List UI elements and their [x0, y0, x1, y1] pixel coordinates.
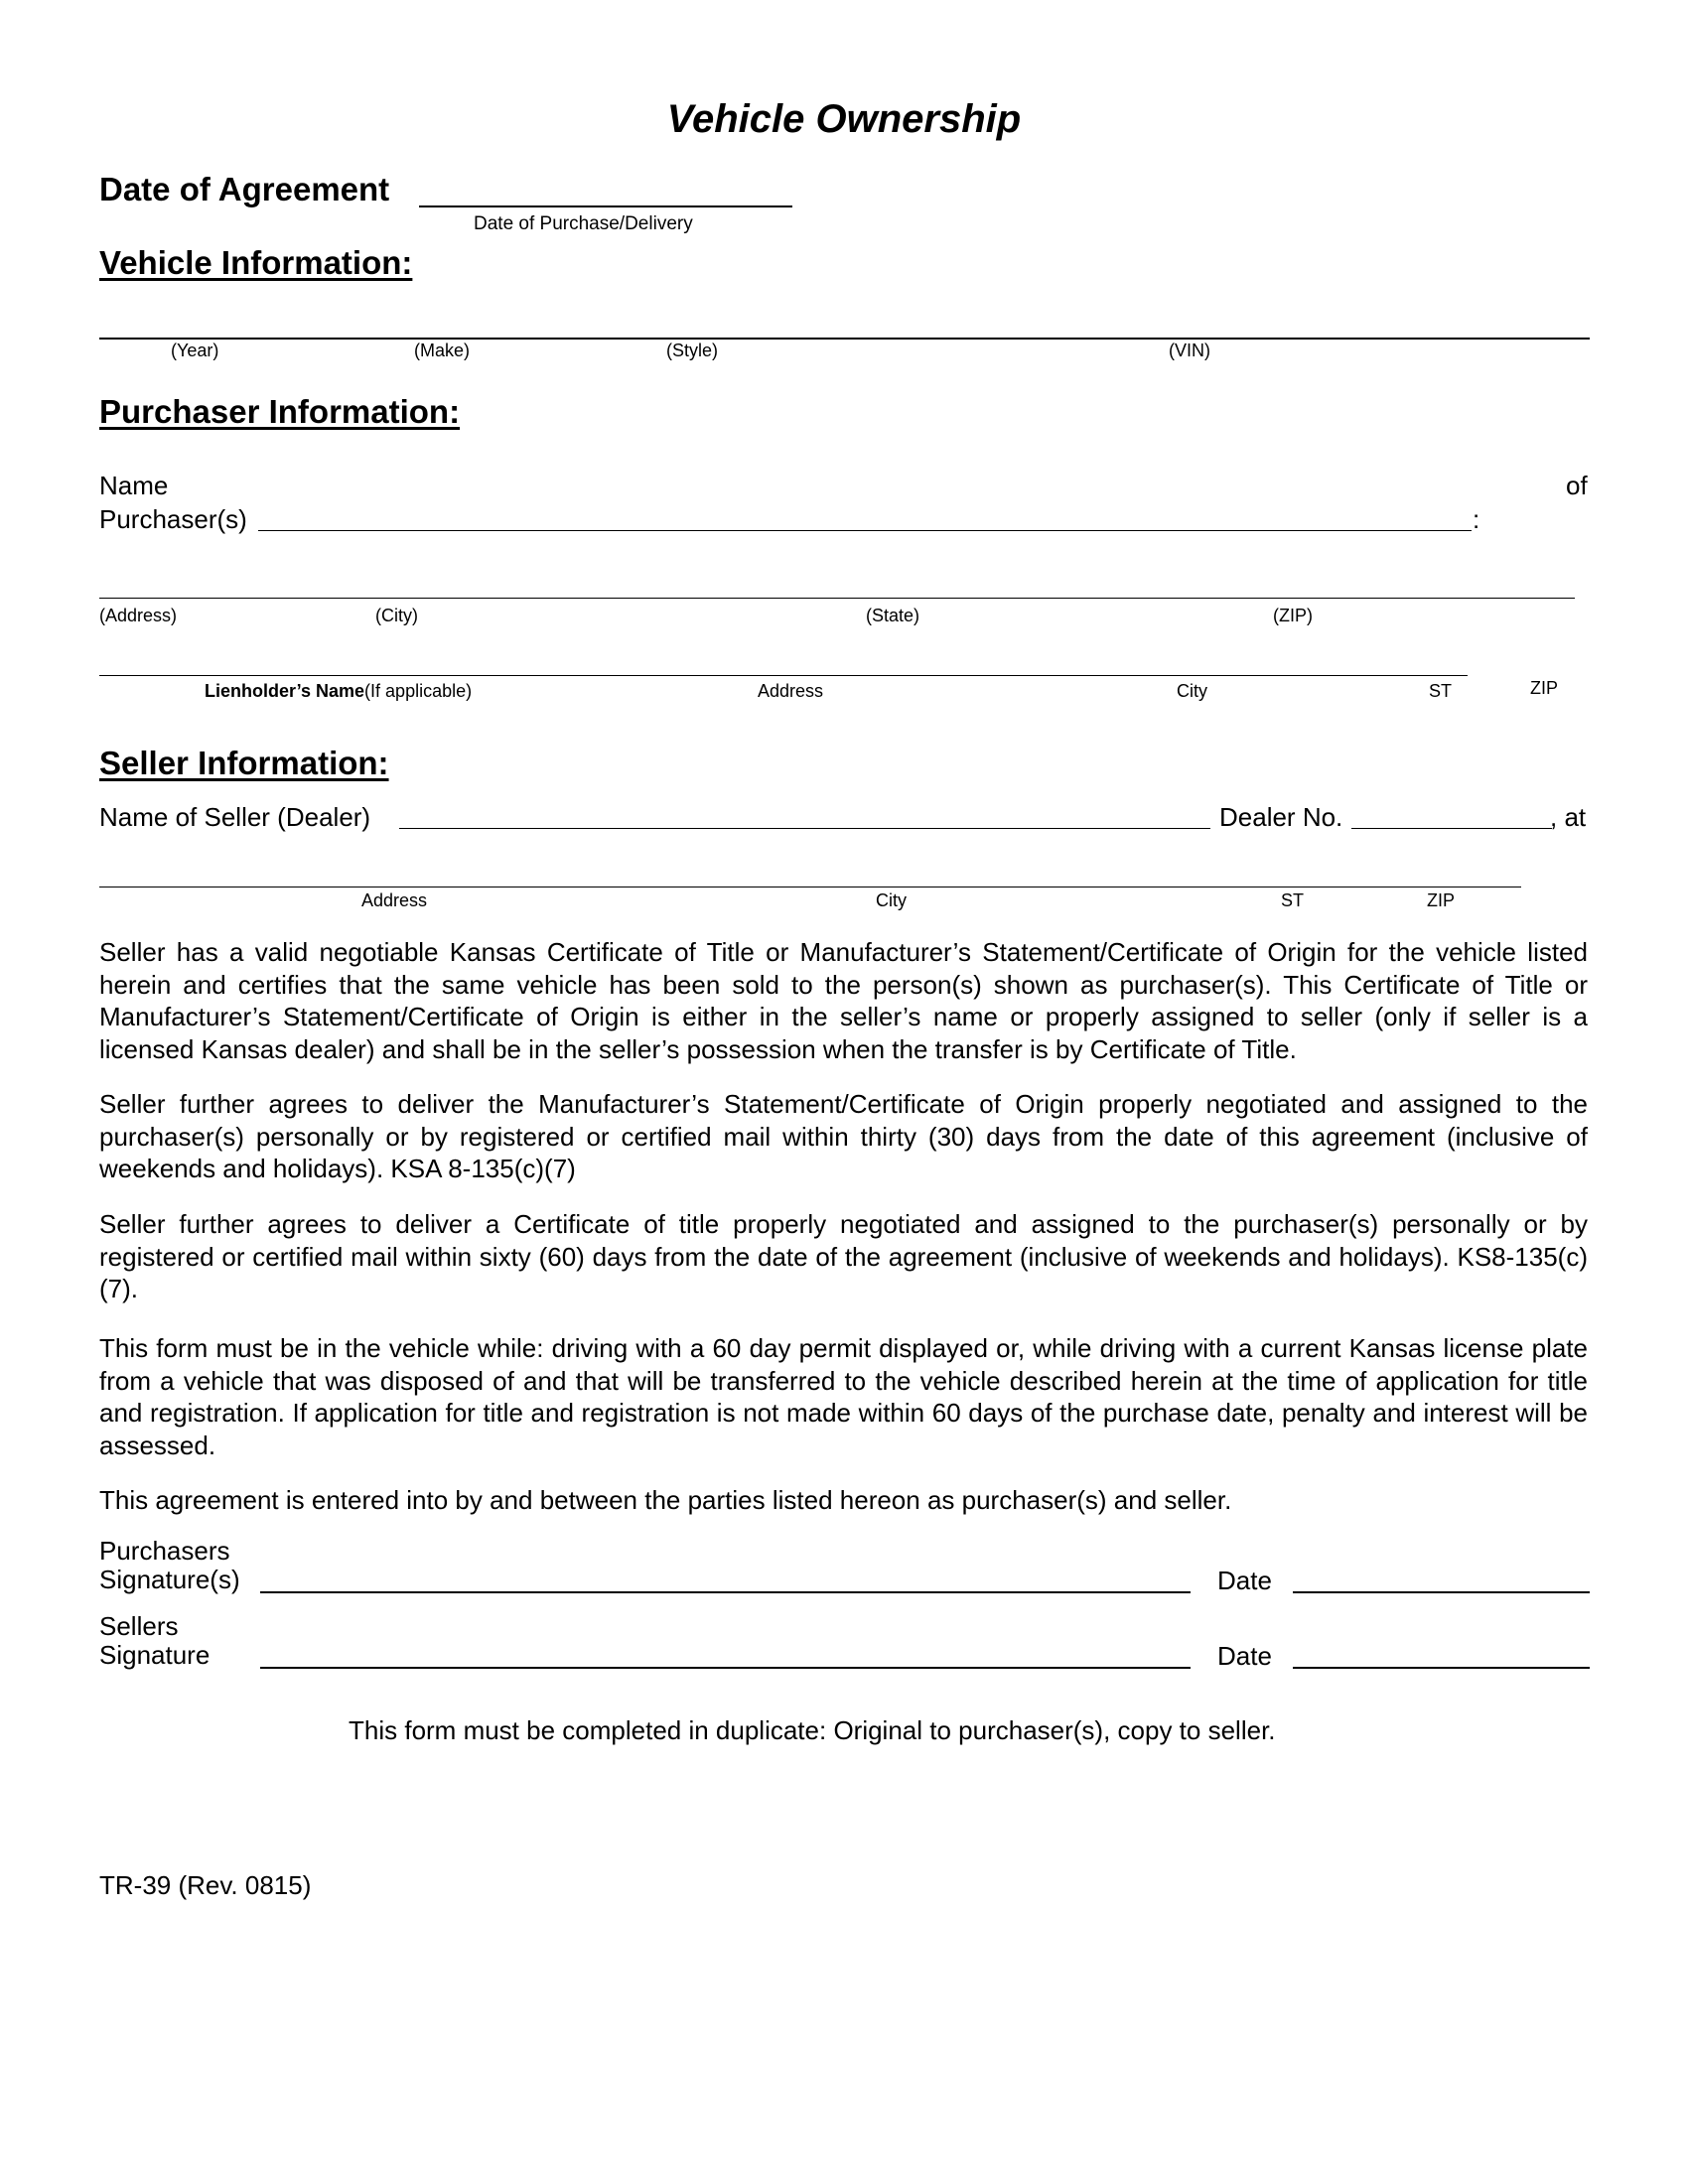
- caption-city: (City): [375, 606, 418, 625]
- lienholder-city-caption: City: [1177, 681, 1207, 701]
- seller-zip-caption: ZIP: [1427, 890, 1456, 910]
- purchasers-signature-label: Purchasers Signature(s): [99, 1536, 240, 1594]
- duplicate-note: This form must be completed in duplicate: Original to purchaser(s), copy to seller.: [349, 1715, 1276, 1745]
- dealer-no-label: Dealer No.: [1219, 802, 1343, 832]
- seller-st-caption: ST: [1281, 890, 1305, 910]
- seller-at-label: , at: [1550, 802, 1587, 832]
- sellers-date-line[interactable]: [1293, 1667, 1590, 1669]
- form-title: Vehicle Ownership: [666, 97, 1022, 141]
- paragraph-certification: Seller has a valid negotiable Kansas Certificate of Title or Manufacturer’s Statement/Certificate of Origin for the vehicle listed herein and certifies that the same vehicle has been sold to the person(s) shown as purchaser(s). This Certificate of Title or Manufacturer’s Statement/Certificate of Origin is either in the seller’s name or properly assigned to seller (only if seller is a licensed Kansas dealer) and shall be in the seller’s possession when the transfer is by Certificate of Title.: [99, 937, 1588, 1064]
- caption-vin: (VIN): [1169, 341, 1210, 360]
- purchasers-date-line[interactable]: [1293, 1591, 1590, 1593]
- caption-zip: (ZIP): [1273, 606, 1313, 625]
- purchaser-name-colon: :: [1473, 504, 1480, 534]
- paragraph-mso-delivery: Seller further agrees to deliver the Manufacturer’s Statement/Certificate of Origin properly negotiated and assigned to the purchaser(s) personally or by registered or certified mail within thirty (30) days from the date of this agreement (inclusive of weekends and holidays). KSA 8-135(c)(7): [99, 1089, 1588, 1183]
- purchaser-info-heading: Purchaser Information:: [99, 393, 461, 430]
- seller-name-label: Name of Seller (Dealer): [99, 802, 371, 832]
- seller-info-heading: Seller Information:: [99, 745, 389, 781]
- paragraph-title-delivery: Seller further agrees to deliver a Certificate of title properly negotiated and assigned to the purchaser(s) personally or by registered or certified mail within sixty (60) days from the date of the agreement (inclusive of weekends and holidays). KS8-135(c) (7).: [99, 1209, 1588, 1303]
- paragraph-agreement: This agreement is entered into by and between the parties listed hereon as purchaser(s) and seller.: [99, 1485, 1232, 1515]
- caption-make: (Make): [414, 341, 471, 360]
- purchaser-name-line[interactable]: [258, 530, 1472, 531]
- purchaser-name-label: Name: [99, 471, 169, 500]
- caption-year: (Year): [171, 341, 219, 360]
- seller-city-caption: City: [876, 890, 907, 910]
- lienholder-name-caption: Lienholder’s Name(If applicable): [205, 681, 473, 701]
- lienholder-zip-caption: ZIP: [1530, 678, 1559, 698]
- caption-style: (Style): [666, 341, 719, 360]
- date-of-agreement-line[interactable]: [419, 205, 792, 207]
- dealer-no-line[interactable]: [1351, 828, 1552, 829]
- purchasers-signature-line[interactable]: [260, 1591, 1191, 1593]
- lienholder-address-caption: Address: [758, 681, 824, 701]
- paragraph-vehicle-requirement: This form must be in the vehicle while: driving with a 60 day permit displayed or, while driving with a current Kansas license plate from a vehicle that was disposed of and that will be transferred to the vehicle described herein at the time of application for title and registration. If application for title and registration is not made within 60 days of the purchase date, penalty and interest will be assessed.: [99, 1333, 1588, 1460]
- vehicle-info-heading: Vehicle Information:: [99, 244, 413, 281]
- date-of-agreement-caption: Date of Purchase/Delivery: [474, 213, 693, 234]
- purchasers-date-label: Date: [1217, 1566, 1272, 1595]
- sellers-date-label: Date: [1217, 1641, 1272, 1671]
- sellers-signature-label: Sellers Signature: [99, 1611, 211, 1670]
- lienholder-st-caption: ST: [1429, 681, 1453, 701]
- form-number: TR-39 (Rev. 0815): [99, 1870, 312, 1900]
- seller-name-line[interactable]: [399, 828, 1210, 829]
- sellers-signature-line[interactable]: [260, 1667, 1191, 1669]
- caption-address: (Address): [99, 606, 178, 625]
- date-of-agreement-label: Date of Agreement: [99, 171, 390, 207]
- purchaser-name-label-2: Purchaser(s): [99, 504, 247, 534]
- purchaser-name-of: of: [1566, 471, 1588, 500]
- lienholder-line[interactable]: [99, 675, 1468, 676]
- purchaser-address-line[interactable]: [99, 598, 1575, 599]
- vehicle-info-line[interactable]: [99, 338, 1590, 340]
- seller-address-caption: Address: [361, 890, 428, 910]
- caption-state: (State): [866, 606, 920, 625]
